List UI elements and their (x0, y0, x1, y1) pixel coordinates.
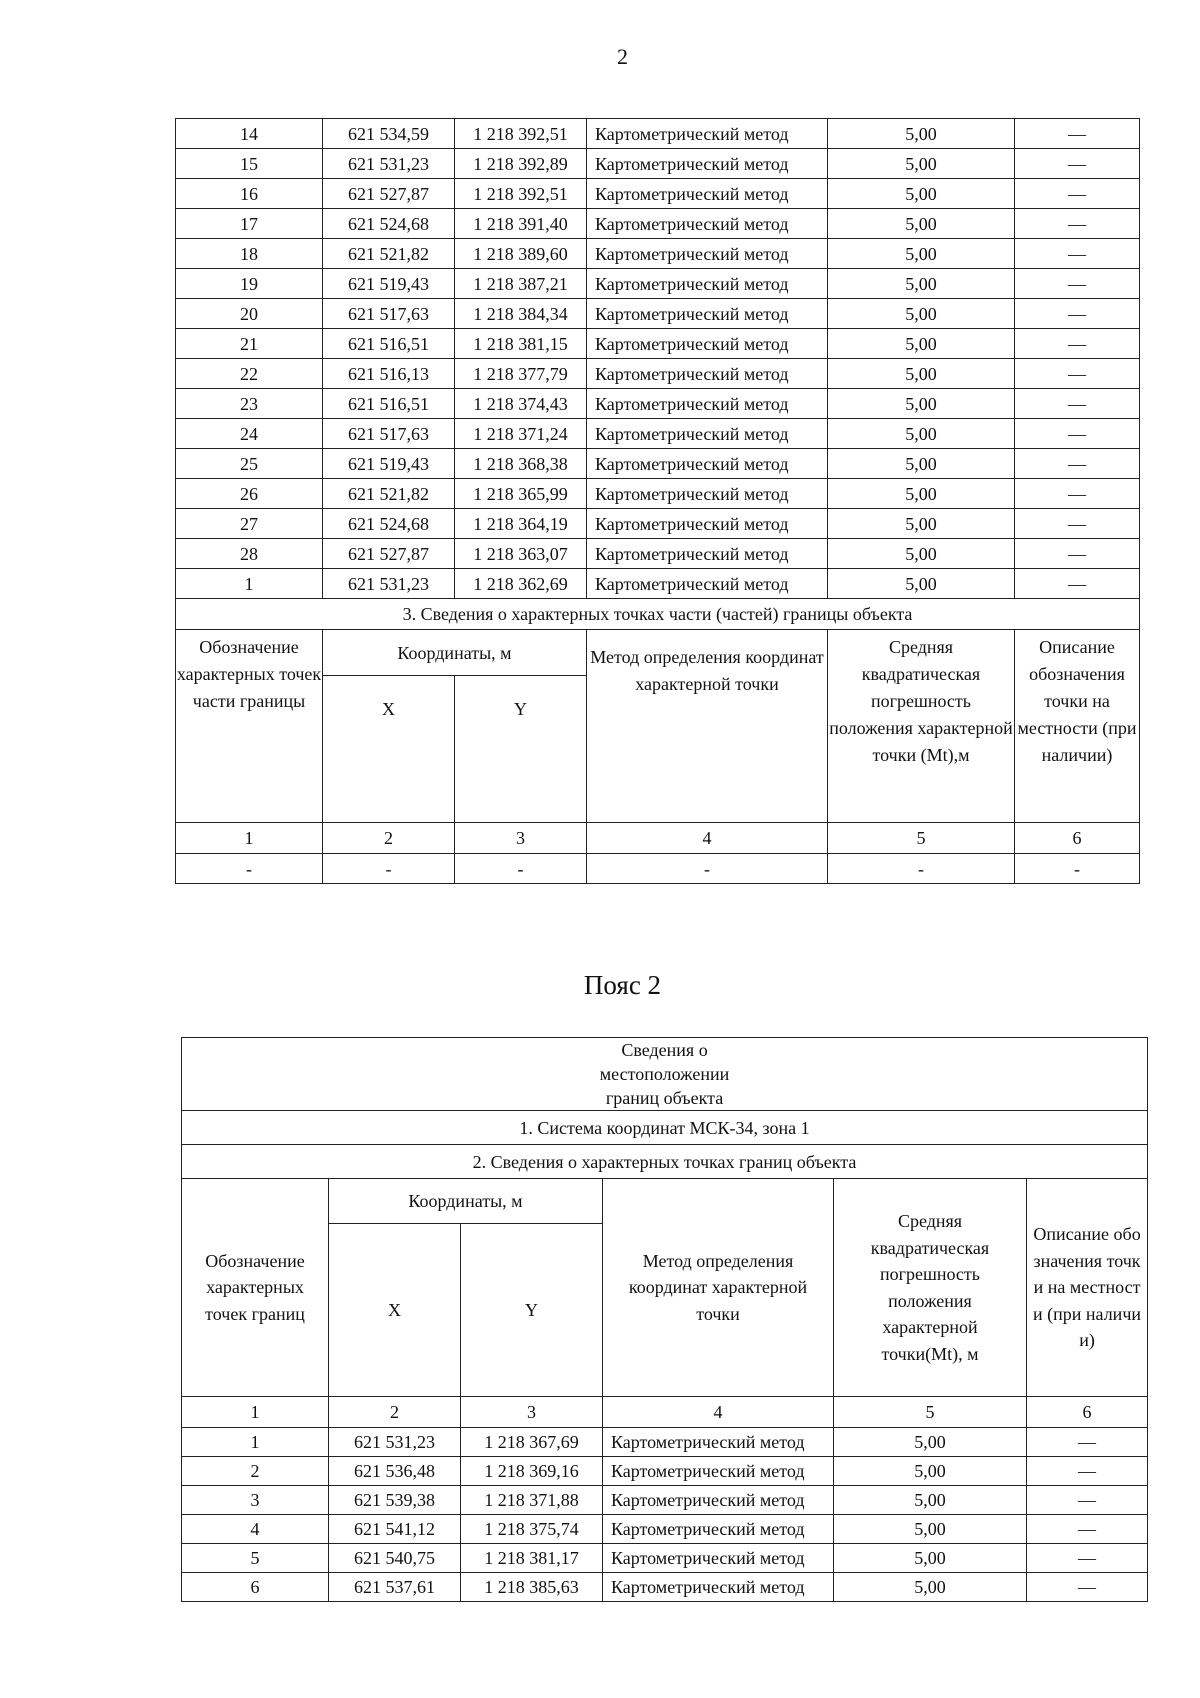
column-numbers-row (176, 823, 1140, 854)
mt-cell: 5,00 (828, 449, 1015, 479)
method-cell: Картометрический метод (587, 389, 828, 419)
description-cell: — (1015, 509, 1140, 539)
mt-cell: 5,00 (828, 509, 1015, 539)
dash-cell: - (587, 854, 828, 884)
description-cell: — (1027, 1428, 1148, 1457)
table-row (176, 359, 1140, 389)
y-coordinate-cell: 1 218 381,15 (455, 329, 587, 359)
point-number-cell: 16 (176, 179, 323, 209)
table2-title: Сведения о местоположении границ объекта (182, 1038, 1148, 1111)
point-number-cell: 18 (176, 239, 323, 269)
y-coordinate-cell: 1 218 377,79 (455, 359, 587, 389)
col-number: 2 (329, 1397, 461, 1428)
y-coordinate-cell: 1 218 371,24 (455, 419, 587, 449)
description-cell: — (1015, 569, 1140, 599)
point-number-cell: 15 (176, 149, 323, 179)
point-number-cell: 1 (176, 569, 323, 599)
col-number: 6 (1015, 823, 1140, 854)
x-coordinate-cell: 621 527,87 (323, 179, 455, 209)
method-cell: Картометрический метод (587, 419, 828, 449)
table2-header-row-top (182, 1179, 1148, 1224)
table-row (182, 1428, 1148, 1457)
header-mt: Средняя квадратическая погрешность положения характерной точки (Mt),м (828, 630, 1015, 823)
mt-cell: 5,00 (828, 539, 1015, 569)
mt-cell: 5,00 (834, 1515, 1027, 1544)
point-number-cell: 6 (182, 1573, 329, 1602)
description-cell: — (1015, 389, 1140, 419)
x-coordinate-cell: 621 521,82 (323, 239, 455, 269)
method-cell: Картометрический метод (587, 119, 828, 149)
y-coordinate-cell: 1 218 363,07 (455, 539, 587, 569)
point-number-cell: 1 (182, 1428, 329, 1457)
table-row (176, 239, 1140, 269)
table-row (176, 179, 1140, 209)
header-designation: Обозначение характерных точек границ (182, 1179, 329, 1397)
description-cell: — (1015, 179, 1140, 209)
method-cell: Картометрический метод (603, 1428, 834, 1457)
x-coordinate-cell: 621 516,13 (323, 359, 455, 389)
table-row (176, 449, 1140, 479)
table-row (176, 269, 1140, 299)
mt-cell: 5,00 (834, 1544, 1027, 1573)
belt-title: Пояс 2 (583, 970, 662, 1000)
point-number-cell: 26 (176, 479, 323, 509)
mt-cell: 5,00 (834, 1457, 1027, 1486)
col-number: 4 (587, 823, 828, 854)
y-coordinate-cell: 1 218 381,17 (461, 1544, 603, 1573)
col-number: 6 (1027, 1397, 1148, 1428)
mt-cell: 5,00 (834, 1486, 1027, 1515)
dash-cell: - (1015, 854, 1140, 884)
header-x: X (323, 676, 455, 823)
point-number-cell: 24 (176, 419, 323, 449)
section2-title: 2. Сведения о характерных точках границ объекта (182, 1145, 1148, 1179)
description-cell: — (1015, 449, 1140, 479)
point-number-cell: 17 (176, 209, 323, 239)
description-cell: — (1027, 1544, 1148, 1573)
mt-cell: 5,00 (828, 119, 1015, 149)
point-number-cell: 22 (176, 359, 323, 389)
header-y: Y (461, 1224, 603, 1397)
y-coordinate-cell: 1 218 374,43 (455, 389, 587, 419)
y-coordinate-cell: 1 218 392,51 (455, 119, 587, 149)
description-cell: — (1027, 1457, 1148, 1486)
description-cell: — (1015, 149, 1140, 179)
mt-cell: 5,00 (828, 389, 1015, 419)
col-number: 1 (176, 823, 323, 854)
method-cell: Картометрический метод (587, 299, 828, 329)
point-number-cell: 21 (176, 329, 323, 359)
table-row (182, 1544, 1148, 1573)
method-cell: Картометрический метод (587, 479, 828, 509)
x-coordinate-cell: 621 536,48 (329, 1457, 461, 1486)
table-row (176, 509, 1140, 539)
table-row (176, 119, 1140, 149)
method-cell: Картометрический метод (603, 1544, 834, 1573)
method-cell: Картометрический метод (587, 449, 828, 479)
col-number: 1 (182, 1397, 329, 1428)
method-cell: Картометрический метод (603, 1486, 834, 1515)
header-coords: Координаты, м (323, 630, 587, 676)
x-coordinate-cell: 621 537,61 (329, 1573, 461, 1602)
y-coordinate-cell: 1 218 392,51 (455, 179, 587, 209)
table-row (176, 389, 1140, 419)
y-coordinate-cell: 1 218 368,38 (455, 449, 587, 479)
method-cell: Картометрический метод (587, 509, 828, 539)
mt-cell: 5,00 (828, 209, 1015, 239)
y-coordinate-cell: 1 218 362,69 (455, 569, 587, 599)
table-row (176, 299, 1140, 329)
col-number: 3 (461, 1397, 603, 1428)
method-cell: Картометрический метод (587, 269, 828, 299)
description-cell: — (1015, 209, 1140, 239)
point-number-cell: 3 (182, 1486, 329, 1515)
x-coordinate-cell: 621 541,12 (329, 1515, 461, 1544)
table-row (176, 569, 1140, 599)
header-desc: Описание обозначения точки на местности (при наличии) (1015, 630, 1140, 823)
page-number: 2 (617, 44, 628, 69)
table2-section1-row (182, 1111, 1148, 1145)
x-coordinate-cell: 621 540,75 (329, 1544, 461, 1573)
table2-column-numbers-row (182, 1397, 1148, 1428)
table-row (176, 479, 1140, 509)
x-coordinate-cell: 621 517,63 (323, 419, 455, 449)
description-cell: — (1015, 269, 1140, 299)
description-cell: — (1027, 1515, 1148, 1544)
mt-cell: 5,00 (828, 239, 1015, 269)
y-coordinate-cell: 1 218 389,60 (455, 239, 587, 269)
col-number: 5 (828, 823, 1015, 854)
table-row (182, 1486, 1148, 1515)
method-cell: Картометрический метод (587, 359, 828, 389)
description-cell: — (1015, 539, 1140, 569)
dash-cell: - (455, 854, 587, 884)
x-coordinate-cell: 621 517,63 (323, 299, 455, 329)
table-row (182, 1573, 1148, 1602)
point-number-cell: 2 (182, 1457, 329, 1486)
y-coordinate-cell: 1 218 392,89 (455, 149, 587, 179)
header-method: Метод определения координат характерной точки (603, 1179, 834, 1397)
point-number-cell: 19 (176, 269, 323, 299)
point-number-cell: 27 (176, 509, 323, 539)
table-row (182, 1515, 1148, 1544)
table-row (176, 329, 1140, 359)
x-coordinate-cell: 621 516,51 (323, 389, 455, 419)
col-number: 5 (834, 1397, 1027, 1428)
header-y: Y (455, 676, 587, 823)
method-cell: Картометрический метод (587, 569, 828, 599)
y-coordinate-cell: 1 218 375,74 (461, 1515, 603, 1544)
description-cell: — (1015, 119, 1140, 149)
header-desc: Описание обозначения точки на местности (при наличии) (1027, 1179, 1148, 1397)
point-number-cell: 28 (176, 539, 323, 569)
mt-cell: 5,00 (828, 329, 1015, 359)
description-cell: — (1015, 299, 1140, 329)
y-coordinate-cell: 1 218 385,63 (461, 1573, 603, 1602)
method-cell: Картометрический метод (587, 209, 828, 239)
description-cell: — (1015, 239, 1140, 269)
y-coordinate-cell: 1 218 365,99 (455, 479, 587, 509)
x-coordinate-cell: 621 519,43 (323, 269, 455, 299)
section3-title: 3. Сведения о характерных точках части (частей) границы объекта (176, 599, 1140, 630)
dash-cell: - (828, 854, 1015, 884)
header-mt: Средняя квадратическая погрешность положения характерной точки(Mt), м (834, 1179, 1027, 1397)
point-number-cell: 4 (182, 1515, 329, 1544)
table2-title-row (182, 1038, 1148, 1111)
method-cell: Картометрический метод (587, 539, 828, 569)
table2-body (182, 1038, 1148, 1602)
col-number: 3 (455, 823, 587, 854)
method-cell: Картометрический метод (587, 179, 828, 209)
mt-cell: 5,00 (828, 359, 1015, 389)
method-cell: Картометрический метод (603, 1515, 834, 1544)
table-row (176, 419, 1140, 449)
mt-cell: 5,00 (834, 1428, 1027, 1457)
table-row (182, 1457, 1148, 1486)
point-number-cell: 20 (176, 299, 323, 329)
x-coordinate-cell: 621 524,68 (323, 509, 455, 539)
point-number-cell: 5 (182, 1544, 329, 1573)
x-coordinate-cell: 621 521,82 (323, 479, 455, 509)
method-cell: Картометрический метод (587, 149, 828, 179)
x-coordinate-cell: 621 524,68 (323, 209, 455, 239)
y-coordinate-cell: 1 218 371,88 (461, 1486, 603, 1515)
description-cell: — (1027, 1486, 1148, 1515)
x-coordinate-cell: 621 527,87 (323, 539, 455, 569)
section3-row (176, 599, 1140, 630)
mt-cell: 5,00 (828, 569, 1015, 599)
description-cell: — (1015, 359, 1140, 389)
mt-cell: 5,00 (834, 1573, 1027, 1602)
mt-cell: 5,00 (828, 299, 1015, 329)
mt-cell: 5,00 (828, 269, 1015, 299)
dash-cell: - (176, 854, 323, 884)
y-coordinate-cell: 1 218 367,69 (461, 1428, 603, 1457)
empty-part-row (176, 854, 1140, 884)
method-cell: Картометрический метод (587, 329, 828, 359)
coordinates-table-belt-2 (181, 1037, 1148, 1602)
header-designation: Обозначение характерных точек части границы (176, 630, 323, 823)
y-coordinate-cell: 1 218 364,19 (455, 509, 587, 539)
description-cell: — (1015, 419, 1140, 449)
description-cell: — (1015, 479, 1140, 509)
table1-body (176, 119, 1140, 884)
mt-cell: 5,00 (828, 419, 1015, 449)
point-number-cell: 14 (176, 119, 323, 149)
table-row (176, 539, 1140, 569)
mt-cell: 5,00 (828, 479, 1015, 509)
col-number: 4 (603, 1397, 834, 1428)
y-coordinate-cell: 1 218 391,40 (455, 209, 587, 239)
coordinates-table-part-1 (175, 118, 1140, 884)
method-cell: Картометрический метод (587, 239, 828, 269)
header-x: X (329, 1224, 461, 1397)
x-coordinate-cell: 621 534,59 (323, 119, 455, 149)
description-cell: — (1015, 329, 1140, 359)
x-coordinate-cell: 621 516,51 (323, 329, 455, 359)
x-coordinate-cell: 621 539,38 (329, 1486, 461, 1515)
method-cell: Картометрический метод (603, 1573, 834, 1602)
mt-cell: 5,00 (828, 149, 1015, 179)
header-coords: Координаты, м (329, 1179, 603, 1224)
y-coordinate-cell: 1 218 387,21 (455, 269, 587, 299)
y-coordinate-cell: 1 218 369,16 (461, 1457, 603, 1486)
point-number-cell: 23 (176, 389, 323, 419)
table2-section2-row (182, 1145, 1148, 1179)
col-number: 2 (323, 823, 455, 854)
method-cell: Картометрический метод (603, 1457, 834, 1486)
mt-cell: 5,00 (828, 179, 1015, 209)
table-row (176, 209, 1140, 239)
x-coordinate-cell: 621 531,23 (323, 149, 455, 179)
header-row-top (176, 630, 1140, 676)
description-cell: — (1027, 1573, 1148, 1602)
y-coordinate-cell: 1 218 384,34 (455, 299, 587, 329)
x-coordinate-cell: 621 519,43 (323, 449, 455, 479)
table-row (176, 149, 1140, 179)
header-method: Метод определения координат характерной точки (587, 630, 828, 823)
dash-cell: - (323, 854, 455, 884)
x-coordinate-cell: 621 531,23 (329, 1428, 461, 1457)
x-coordinate-cell: 621 531,23 (323, 569, 455, 599)
point-number-cell: 25 (176, 449, 323, 479)
coordinate-system: 1. Система координат МСК-34, зона 1 (182, 1111, 1148, 1145)
